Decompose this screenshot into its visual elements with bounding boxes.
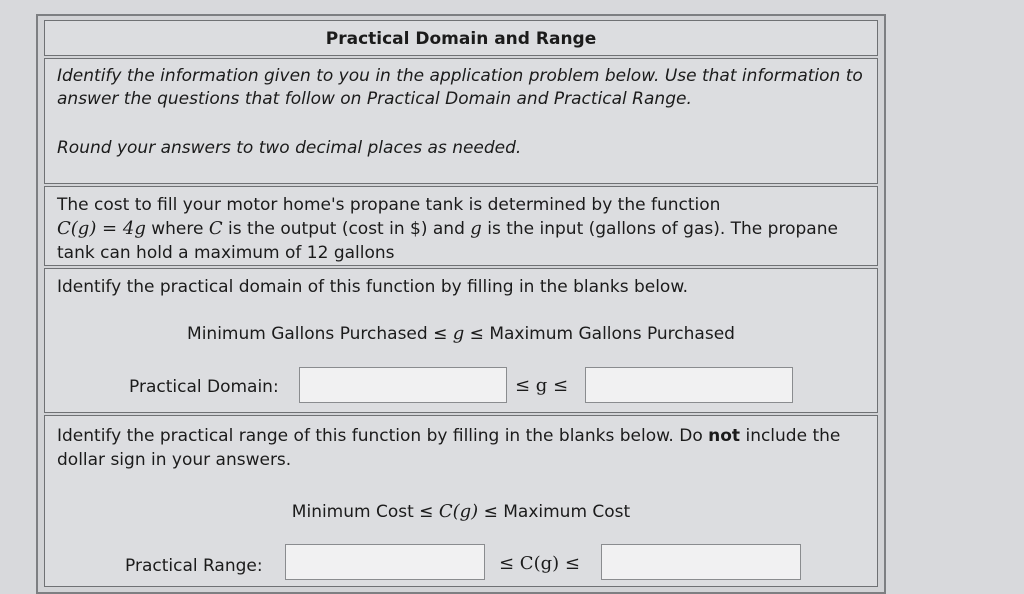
page-title: Practical Domain and Range [325,29,597,49]
problem-text-b: where [145,219,209,239]
range-prompt-not: not [708,426,741,446]
domain-prompt: Identify the practical domain of this function by filling in the blanks below. [57,277,689,297]
domain-template-right: ≤ Maximum Gallons Purchased [464,324,735,344]
problem-text-c: is the output (cost in $) and [222,219,471,239]
domain-template [45,323,877,344]
instructions-row [44,58,878,184]
rounding-note: Round your answers to two decimal places as needed. [57,138,522,158]
range-prompt-b: include the dollar sign in your answers. [57,426,841,470]
range-template [45,500,877,524]
problem-row [44,186,878,266]
instructions-text: Identify the information given to you in the application problem below. Use that information to answer the questions that follow on Practical Domain and Practical Range. [57,66,863,109]
output-variable: C [208,218,223,239]
range-max-input[interactable] [601,544,801,580]
range-answer-line [45,544,877,584]
range-label: Practical Range: [125,556,263,576]
range-template-mid: C(g) [438,501,479,522]
domain-min-input[interactable] [299,367,507,403]
domain-row [44,268,878,413]
range-template-left: Minimum Cost ≤ [291,502,439,522]
problem-text-a: The cost to fill your motor home's propane tank is determined by the function [57,195,721,215]
domain-label: Practical Domain: [129,377,279,397]
range-prompt-a: Identify the practical range of this function by filling in the blanks below. Do [57,426,709,446]
question-panel [36,14,886,594]
range-inequality: ≤ C(g) ≤ [499,553,580,574]
range-min-input[interactable] [285,544,485,580]
problem-text-d: is the input (gallons of gas). The propane tank can hold a maximum of 12 gallons [57,219,838,263]
domain-inequality: ≤ g ≤ [515,375,569,396]
range-prompt [57,424,865,472]
domain-max-input[interactable] [585,367,793,403]
range-row [44,415,878,587]
domain-template-var: g [452,323,465,344]
domain-answer-line [45,367,877,407]
function-expression: C(g) = 4g [57,218,146,239]
input-variable: g [470,218,482,239]
range-template-right: ≤ Maximum Cost [478,502,631,522]
title-row [44,20,878,56]
domain-template-left: Minimum Gallons Purchased ≤ [187,324,453,344]
